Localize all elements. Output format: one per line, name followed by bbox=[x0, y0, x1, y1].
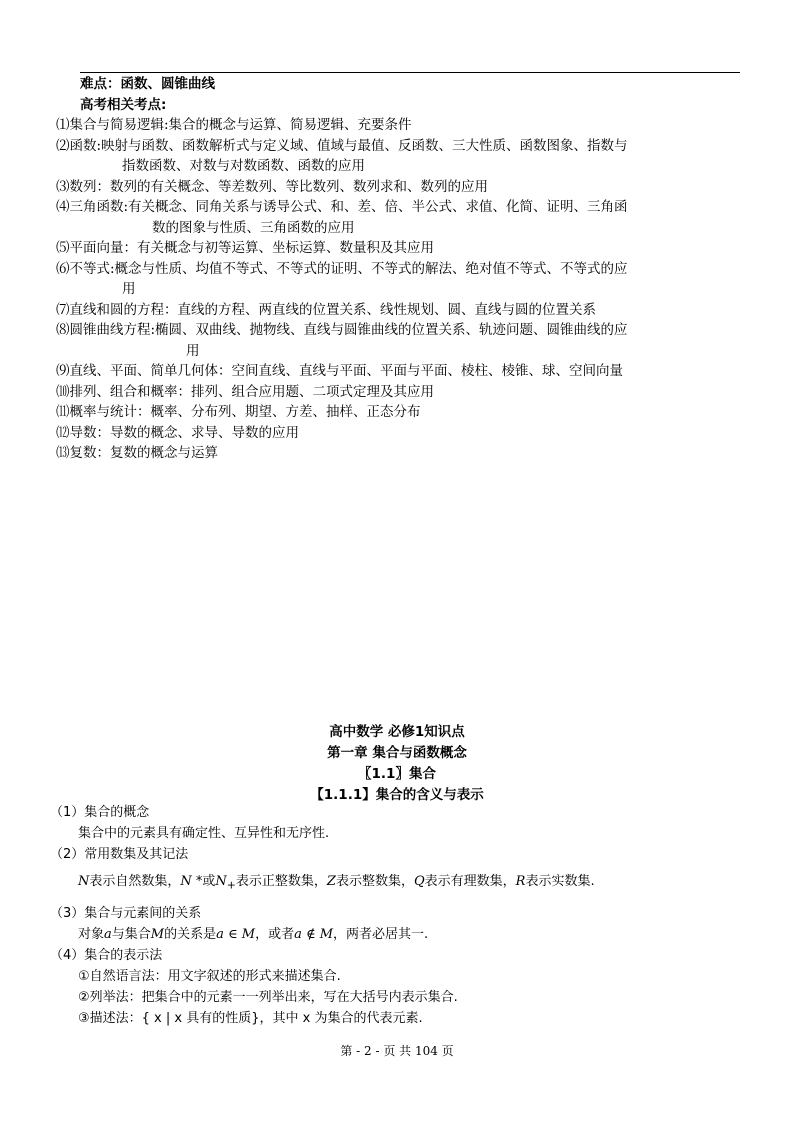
exam-point-continuation: 用 bbox=[122, 281, 136, 297]
s2-text: 表示自然数集， bbox=[89, 874, 181, 889]
set-symbol: M bbox=[150, 927, 165, 942]
exam-point-item: ⑿导数：导数的概念、求导、导数的应用 bbox=[56, 424, 299, 441]
s1-body: 集合中的元素具有确定性、互异性和无序性. bbox=[78, 826, 330, 841]
exam-points-block bbox=[56, 74, 746, 464]
positive-set-symbol-alt: N bbox=[215, 874, 227, 889]
difficulty-line: 难点：函数、圆锥曲线 bbox=[80, 76, 215, 92]
positive-set-symbol: N bbox=[180, 874, 192, 889]
s2-body bbox=[50, 865, 750, 899]
s2-text: 表示有理数集， bbox=[424, 874, 516, 889]
s3-text: 对象 bbox=[78, 927, 105, 942]
subsection-title: 【1.1.1】集合的含义与表示 bbox=[310, 787, 484, 803]
exam-point-item: ⑽排列、组合和概率：排列、组合应用题、二项式定理及其应用 bbox=[56, 383, 434, 400]
section-body bbox=[50, 802, 750, 1029]
exam-point-item: ⑸平面向量：有关概念与初等运算、坐标运算、数量积及其应用 bbox=[56, 240, 434, 256]
real-set-symbol: R bbox=[515, 874, 526, 889]
s2-text: 表示整数集， bbox=[335, 874, 414, 889]
exam-point-item: ⑷三角函数:有关概念、同角关系与诱导公式、和、差、倍、半公式、求值、化简、证明、三角函 bbox=[56, 199, 628, 215]
s2-heading: （2）常用数集及其记法 bbox=[50, 847, 189, 862]
s3-text: 的关系是 bbox=[164, 927, 217, 942]
star-mark: * bbox=[191, 874, 203, 889]
exam-points-list bbox=[56, 115, 746, 464]
s1-heading: （1）集合的概念 bbox=[50, 805, 150, 820]
book-title: 高中数学 必修1知识点 bbox=[329, 724, 465, 740]
s3-text: ，或者 bbox=[255, 927, 295, 942]
element-symbol: a bbox=[104, 927, 112, 942]
s2-text: 表示实数集. bbox=[525, 874, 595, 889]
not-belongs-expression: a ∉ M bbox=[294, 927, 334, 942]
s3-heading: （3）集合与元素间的关系 bbox=[50, 906, 202, 921]
section-title: 〖1.1〗集合 bbox=[358, 766, 436, 782]
exam-point-continuation: 用 bbox=[186, 342, 200, 359]
s4-item: ①自然语言法：用文字叙述的形式来描述集合. bbox=[78, 969, 341, 984]
plus-subscript: + bbox=[226, 878, 236, 892]
s4-item: ②列举法：把集合中的元素一一列举出来，写在大括号内表示集合. bbox=[78, 990, 458, 1005]
s4-heading: （4）集合的表示法 bbox=[50, 948, 163, 963]
exam-point-item: ⑵函数:映射与函数、函数解析式与定义域、值域与最值、反函数、三大性质、函数图象、指数与 bbox=[56, 137, 628, 154]
exam-point-item: ⑾概率与统计：概率、分布列、期望、方差、抽样、正态分布 bbox=[56, 404, 421, 420]
s3-body bbox=[50, 924, 750, 945]
header-rule bbox=[80, 72, 740, 73]
exam-point-item: ⑼直线、平面、简单几何体：空间直线、直线与平面、平面与平面、棱柱、棱锥、球、空间向量 bbox=[56, 363, 623, 379]
s4-item: ③描述法：{ x | x 具有的性质}，其中 x 为集合的代表元素. bbox=[78, 1011, 423, 1026]
s3-text: ，两者必居其一. bbox=[333, 927, 429, 942]
exam-point-item: ⑺直线和圆的方程：直线的方程、两直线的位置关系、线性规划、圆、直线与圆的位置关系 bbox=[56, 301, 596, 318]
exam-heading: 高考相关考点: bbox=[80, 96, 167, 113]
exam-point-item: ⑴集合与简易逻辑:集合的概念与运算、简易逻辑、充要条件 bbox=[56, 117, 412, 133]
exam-point-item: ⑻圆锥曲线方程:椭圆、双曲线、抛物线、直线与圆锥曲线的位置关系、轨迹问题、圆锥曲线的应 bbox=[56, 322, 628, 338]
chapter-title: 第一章 集合与函数概念 bbox=[327, 745, 467, 761]
exam-point-continuation: 数的图象与性质、三角函数的应用 bbox=[152, 219, 355, 236]
natural-set-symbol: N bbox=[78, 874, 90, 889]
exam-point-continuation: 指数函数、对数与对数函数、函数的应用 bbox=[122, 158, 365, 174]
s2-text: 或 bbox=[202, 874, 216, 889]
exam-point-item: ⒀复数：复数的概念与运算 bbox=[56, 445, 218, 461]
page-footer: 第 - 2 - 页 共 104 页 bbox=[340, 1044, 454, 1058]
exam-point-item: ⑹不等式:概念与性质、均值不等式、不等式的证明、不等式的解法、绝对值不等式、不等式的应 bbox=[56, 260, 628, 277]
integer-set-symbol: Z bbox=[326, 874, 336, 889]
exam-point-item: ⑶数列：数列的有关概念、等差数列、等比数列、数列求和、数列的应用 bbox=[56, 178, 488, 195]
s3-text: 与集合 bbox=[111, 927, 151, 942]
rational-set-symbol: Q bbox=[413, 874, 425, 889]
belongs-expression: a ∈ M bbox=[216, 927, 256, 942]
s2-text: 表示正整数集， bbox=[235, 874, 327, 889]
